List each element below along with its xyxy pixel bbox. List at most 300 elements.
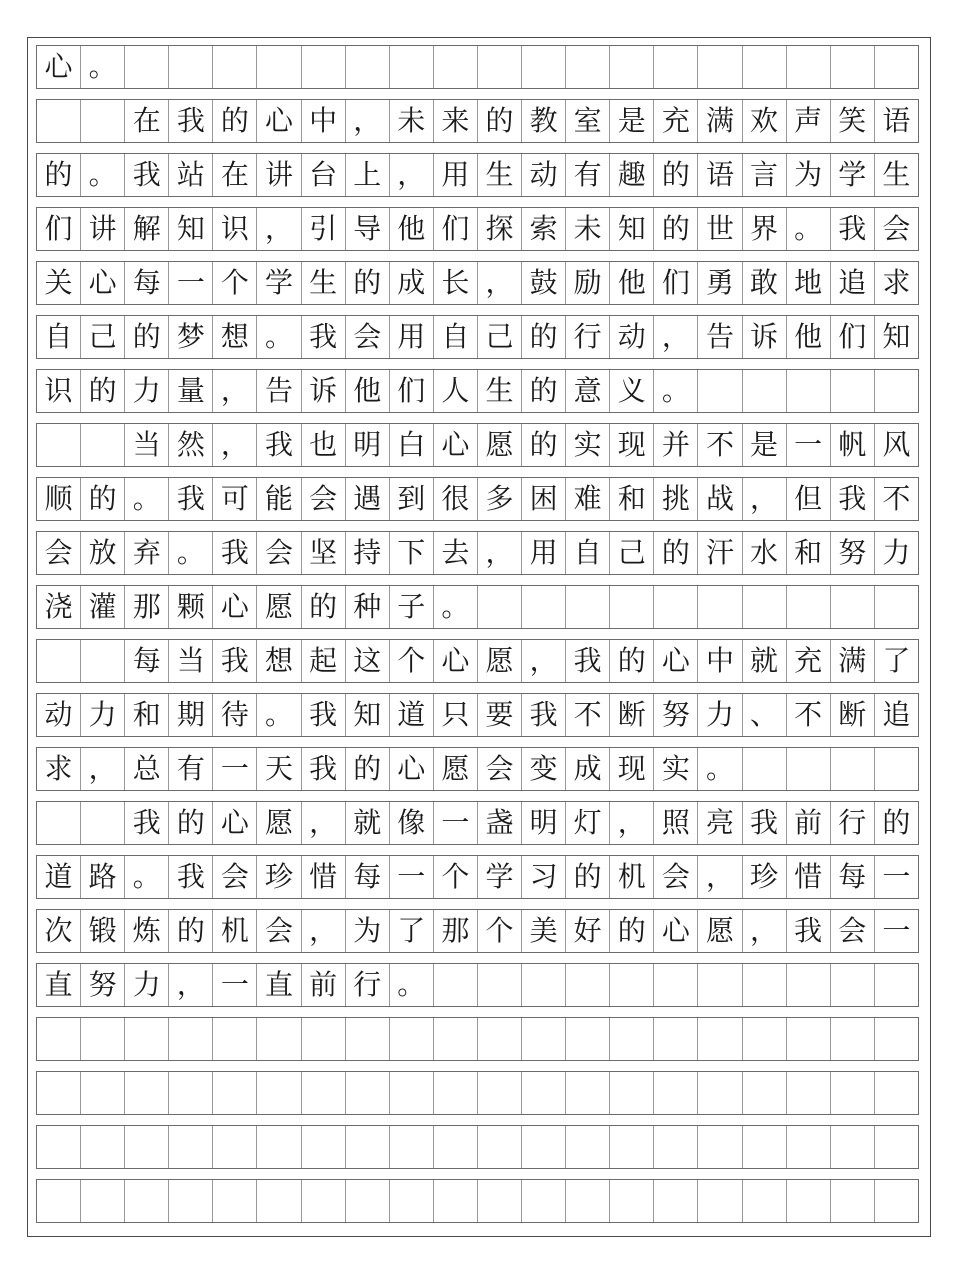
grid-cell: 语	[698, 154, 742, 196]
grid-row	[36, 369, 919, 413]
grid-cell	[831, 586, 875, 628]
grid-row	[36, 315, 919, 359]
grid-cell: 总	[125, 748, 169, 790]
grid-cell: 行	[831, 802, 875, 844]
grid-cell: 勇	[698, 262, 742, 304]
grid-cell: 励	[566, 262, 610, 304]
grid-cell: 实	[654, 748, 698, 790]
grid-cell: 子	[390, 586, 434, 628]
grid-cell	[37, 1072, 81, 1114]
grid-cell: 珍	[257, 856, 301, 898]
grid-cell: 探	[478, 208, 522, 250]
grid-cell	[610, 1072, 654, 1114]
grid-cell: 帆	[831, 424, 875, 466]
grid-cell	[169, 1180, 213, 1222]
grid-cell: 学	[478, 856, 522, 898]
grid-cell: 个	[213, 262, 257, 304]
grid-cell: 。	[81, 46, 125, 88]
grid-cell: 。	[434, 586, 478, 628]
grid-cell: 实	[566, 424, 610, 466]
grid-cell: 力	[125, 370, 169, 412]
grid-cell: 一	[390, 856, 434, 898]
grid-cell: 当	[169, 640, 213, 682]
grid-cell: 求	[37, 748, 81, 790]
grid-cell	[169, 1018, 213, 1060]
grid-cell: 未	[390, 100, 434, 142]
grid-cell	[81, 1018, 125, 1060]
grid-cell: 就	[346, 802, 390, 844]
grid-cell: 一	[434, 802, 478, 844]
grid-cell	[125, 1180, 169, 1222]
grid-cell: ，	[698, 856, 742, 898]
grid-cell	[522, 1018, 566, 1060]
grid-cell	[610, 964, 654, 1006]
grid-cell: 诉	[743, 316, 787, 358]
grid-cell: 追	[831, 262, 875, 304]
grid-cell	[169, 46, 213, 88]
grid-cell	[37, 1126, 81, 1168]
grid-cell: 。	[125, 478, 169, 520]
grid-cell: 愿	[257, 586, 301, 628]
grid-cell: 能	[257, 478, 301, 520]
grid-cell: ，	[213, 424, 257, 466]
grid-cell	[831, 748, 875, 790]
grid-cell: 的	[654, 154, 698, 196]
grid-row	[36, 693, 919, 737]
grid-row	[36, 855, 919, 899]
grid-cell: 当	[125, 424, 169, 466]
grid-cell: 和	[125, 694, 169, 736]
grid-cell: 心	[654, 640, 698, 682]
grid-cell: 识	[37, 370, 81, 412]
grid-cell: 期	[169, 694, 213, 736]
grid-cell: 生	[478, 154, 522, 196]
grid-cell: ，	[478, 262, 522, 304]
grid-cell: 我	[522, 694, 566, 736]
grid-row	[36, 1071, 919, 1115]
grid-cell	[302, 46, 346, 88]
grid-row	[36, 45, 919, 89]
grid-cell	[610, 1018, 654, 1060]
grid-cell: 顺	[37, 478, 81, 520]
grid-cell	[346, 1072, 390, 1114]
grid-cell: 的	[522, 424, 566, 466]
grid-cell: 汗	[698, 532, 742, 574]
grid-cell: 知	[875, 316, 919, 358]
grid-cell	[787, 370, 831, 412]
grid-cell: 到	[390, 478, 434, 520]
grid-cell: 语	[875, 100, 919, 142]
grid-cell: 炼	[125, 910, 169, 952]
grid-cell	[610, 46, 654, 88]
grid-cell: 下	[390, 532, 434, 574]
grid-cell	[875, 1180, 919, 1222]
grid-cell: 力	[125, 964, 169, 1006]
grid-cell: 生	[875, 154, 919, 196]
grid-cell: 个	[390, 640, 434, 682]
grid-cell: 的	[81, 478, 125, 520]
grid-cell: 心	[654, 910, 698, 952]
grid-cell: 会	[478, 748, 522, 790]
grid-cell: 未	[566, 208, 610, 250]
grid-cell: 他	[610, 262, 654, 304]
grid-cell: 好	[566, 910, 610, 952]
grid-cell: 教	[522, 100, 566, 142]
grid-cell: 导	[346, 208, 390, 250]
grid-cell: 求	[875, 262, 919, 304]
grid-cell: 充	[654, 100, 698, 142]
grid-cell: 满	[831, 640, 875, 682]
grid-cell	[37, 100, 81, 142]
grid-cell: 会	[213, 856, 257, 898]
grid-cell	[125, 46, 169, 88]
grid-cell: 水	[743, 532, 787, 574]
grid-cell	[522, 46, 566, 88]
grid-cell: 只	[434, 694, 478, 736]
grid-cell	[875, 370, 919, 412]
grid-cell	[81, 1072, 125, 1114]
grid-cell: 愿	[478, 424, 522, 466]
grid-cell: 人	[434, 370, 478, 412]
grid-cell	[743, 1072, 787, 1114]
grid-cell	[478, 964, 522, 1006]
grid-cell: 习	[522, 856, 566, 898]
grid-cell	[787, 586, 831, 628]
grid-cell: 笑	[831, 100, 875, 142]
grid-cell: 个	[478, 910, 522, 952]
grid-cell: 知	[346, 694, 390, 736]
grid-cell: 中	[698, 640, 742, 682]
grid-cell	[302, 1018, 346, 1060]
grid-row	[36, 531, 919, 575]
grid-cell: 心	[257, 100, 301, 142]
grid-cell: ，	[346, 100, 390, 142]
grid-cell	[831, 370, 875, 412]
grid-cell	[875, 964, 919, 1006]
grid-cell	[654, 586, 698, 628]
grid-cell: 中	[302, 100, 346, 142]
grid-cell: 但	[787, 478, 831, 520]
grid-cell: 敢	[743, 262, 787, 304]
grid-cell: 努	[81, 964, 125, 1006]
grid-cell: 会	[831, 910, 875, 952]
grid-cell: 我	[566, 640, 610, 682]
grid-cell	[654, 1126, 698, 1168]
grid-cell: 愿	[698, 910, 742, 952]
grid-cell: 我	[743, 802, 787, 844]
grid-cell: 引	[302, 208, 346, 250]
grid-cell: 坚	[302, 532, 346, 574]
grid-cell	[743, 964, 787, 1006]
grid-cell: 灯	[566, 802, 610, 844]
grid-cell	[698, 1180, 742, 1222]
grid-cell	[81, 100, 125, 142]
grid-cell: 每	[831, 856, 875, 898]
grid-cell: 愿	[478, 640, 522, 682]
grid-cell: 室	[566, 100, 610, 142]
grid-cell: 的	[169, 910, 213, 952]
grid-cell: 我	[169, 856, 213, 898]
grid-cell: ，	[302, 910, 346, 952]
grid-cell: 努	[654, 694, 698, 736]
grid-cell: 自	[566, 532, 610, 574]
grid-cell	[213, 46, 257, 88]
grid-cell: 行	[566, 316, 610, 358]
grid-cell: 种	[346, 586, 390, 628]
grid-cell: 动	[522, 154, 566, 196]
grid-cell: 直	[257, 964, 301, 1006]
grid-cell: 为	[346, 910, 390, 952]
grid-cell: 识	[213, 208, 257, 250]
grid-cell: 锻	[81, 910, 125, 952]
grid-cell: 量	[169, 370, 213, 412]
grid-cell: 。	[257, 694, 301, 736]
grid-cell: 来	[434, 100, 478, 142]
grid-cell: 告	[257, 370, 301, 412]
grid-cell: 世	[698, 208, 742, 250]
grid-cell: ，	[169, 964, 213, 1006]
grid-cell	[566, 1072, 610, 1114]
grid-cell: 用	[522, 532, 566, 574]
grid-cell: ，	[522, 640, 566, 682]
grid-cell	[434, 1018, 478, 1060]
grid-cell	[434, 1180, 478, 1222]
grid-cell	[743, 46, 787, 88]
grid-cell: 一	[169, 262, 213, 304]
grid-cell: 动	[610, 316, 654, 358]
grid-cell	[257, 46, 301, 88]
grid-cell: 浇	[37, 586, 81, 628]
grid-cell: 的	[654, 208, 698, 250]
grid-cell: 的	[610, 910, 654, 952]
grid-cell: 己	[478, 316, 522, 358]
grid-cell: 站	[169, 154, 213, 196]
grid-cell	[302, 1180, 346, 1222]
grid-cell	[831, 1126, 875, 1168]
grid-cell	[610, 586, 654, 628]
grid-cell: 有	[566, 154, 610, 196]
grid-cell: 我	[257, 424, 301, 466]
grid-cell	[698, 370, 742, 412]
grid-cell: 的	[346, 262, 390, 304]
grid-cell: 们	[390, 370, 434, 412]
grid-cell: 言	[743, 154, 787, 196]
grid-cell: 自	[434, 316, 478, 358]
grid-cell	[478, 1180, 522, 1222]
grid-cell: 我	[302, 694, 346, 736]
grid-cell: 会	[257, 910, 301, 952]
grid-cell: 会	[37, 532, 81, 574]
grid-cell	[743, 748, 787, 790]
grid-cell: 的	[875, 802, 919, 844]
grid-cell: 心	[434, 424, 478, 466]
grid-cell	[37, 802, 81, 844]
grid-cell: 心	[390, 748, 434, 790]
grid-cell: ，	[257, 208, 301, 250]
grid-cell: 的	[213, 100, 257, 142]
grid-cell: 放	[81, 532, 125, 574]
grid-cell: 的	[302, 586, 346, 628]
grid-cell: 惜	[302, 856, 346, 898]
grid-cell: ，	[743, 910, 787, 952]
grid-cell	[390, 1018, 434, 1060]
grid-cell: 不	[566, 694, 610, 736]
grid-cell: 弃	[125, 532, 169, 574]
grid-cell	[81, 1180, 125, 1222]
grid-cell: 的	[346, 748, 390, 790]
grid-cell: 为	[787, 154, 831, 196]
grid-cell	[390, 1126, 434, 1168]
grid-cell	[257, 1072, 301, 1114]
grid-cell: 欢	[743, 100, 787, 142]
grid-cell	[654, 1072, 698, 1114]
grid-cell	[37, 640, 81, 682]
grid-row	[36, 153, 919, 197]
grid-cell: 风	[875, 424, 919, 466]
grid-cell	[831, 46, 875, 88]
grid-cell: 现	[610, 424, 654, 466]
grid-cell: 遇	[346, 478, 390, 520]
grid-cell: 我	[213, 640, 257, 682]
grid-cell	[831, 1072, 875, 1114]
grid-cell	[434, 46, 478, 88]
grid-cell: 变	[522, 748, 566, 790]
grid-cell: 了	[875, 640, 919, 682]
grid-cell: 用	[390, 316, 434, 358]
grid-cell: 一	[787, 424, 831, 466]
grid-row	[36, 477, 919, 521]
grid-cell: 学	[257, 262, 301, 304]
grid-cell: 追	[875, 694, 919, 736]
grid-cell: 。	[257, 316, 301, 358]
grid-cell: 一	[875, 910, 919, 952]
grid-cell: 会	[654, 856, 698, 898]
grid-cell: 会	[875, 208, 919, 250]
grid-cell	[346, 1126, 390, 1168]
grid-cell: 直	[37, 964, 81, 1006]
grid-cell: 他	[346, 370, 390, 412]
grid-cell: ，	[81, 748, 125, 790]
grid-cell: 路	[81, 856, 125, 898]
grid-cell: 趣	[610, 154, 654, 196]
grid-cell	[81, 424, 125, 466]
grid-cell: 和	[610, 478, 654, 520]
grid-cell: 每	[346, 856, 390, 898]
grid-cell: 。	[698, 748, 742, 790]
grid-cell	[37, 1180, 81, 1222]
grid-cell	[302, 1072, 346, 1114]
grid-cell: 己	[81, 316, 125, 358]
grid-cell: 机	[213, 910, 257, 952]
grid-cell	[478, 1072, 522, 1114]
grid-cell: 告	[698, 316, 742, 358]
grid-cell: 的	[125, 316, 169, 358]
grid-cell	[875, 46, 919, 88]
grid-cell: 不	[698, 424, 742, 466]
grid-cell: 学	[831, 154, 875, 196]
grid-cell	[346, 46, 390, 88]
grid-cell: 义	[610, 370, 654, 412]
grid-cell	[81, 802, 125, 844]
grid-cell	[522, 964, 566, 1006]
grid-cell: 心	[213, 802, 257, 844]
grid-cell: 就	[743, 640, 787, 682]
grid-cell: 明	[522, 802, 566, 844]
grid-cell: 我	[302, 316, 346, 358]
grid-cell: 会	[257, 532, 301, 574]
grid-cell: 的	[610, 640, 654, 682]
grid-cell: 前	[302, 964, 346, 1006]
grid-cell: 他	[787, 316, 831, 358]
grid-cell: 的	[654, 532, 698, 574]
grid-cell: 那	[434, 910, 478, 952]
grid-cell	[169, 1126, 213, 1168]
grid-cell: 道	[37, 856, 81, 898]
grid-cell: 。	[390, 964, 434, 1006]
grid-cell	[522, 1180, 566, 1222]
grid-cell: 去	[434, 532, 478, 574]
grid-cell	[787, 1180, 831, 1222]
grid-cell: 己	[610, 532, 654, 574]
grid-cell: 地	[787, 262, 831, 304]
grid-cell: 诉	[302, 370, 346, 412]
grid-cell: 们	[654, 262, 698, 304]
grid-cell: 行	[346, 964, 390, 1006]
grid-cell	[743, 370, 787, 412]
grid-cell: 想	[257, 640, 301, 682]
grid-cell	[787, 964, 831, 1006]
grid-cell: 用	[434, 154, 478, 196]
grid-cell: 。	[81, 154, 125, 196]
grid-cell	[831, 964, 875, 1006]
grid-cell: 这	[346, 640, 390, 682]
grid-cell: 起	[302, 640, 346, 682]
grid-cell: 战	[698, 478, 742, 520]
grid-cell: 可	[213, 478, 257, 520]
grid-cell: 有	[169, 748, 213, 790]
grid-cell	[81, 1126, 125, 1168]
grid-cell	[875, 1072, 919, 1114]
grid-cell: 他	[390, 208, 434, 250]
grid-cell: 白	[390, 424, 434, 466]
grid-cell	[787, 1126, 831, 1168]
grid-cell: 们	[434, 208, 478, 250]
grid-cell: 。	[654, 370, 698, 412]
grid-cell: 难	[566, 478, 610, 520]
grid-cell: 断	[831, 694, 875, 736]
grid-row	[36, 99, 919, 143]
grid-cell	[522, 586, 566, 628]
grid-cell	[213, 1072, 257, 1114]
grid-row	[36, 801, 919, 845]
grid-cell: 。	[787, 208, 831, 250]
grid-cell: 在	[213, 154, 257, 196]
grid-cell: 的	[522, 370, 566, 412]
grid-cell: 是	[743, 424, 787, 466]
grid-cell: 、	[743, 694, 787, 736]
grid-cell	[831, 1018, 875, 1060]
grid-cell: 成	[566, 748, 610, 790]
grid-cell: 生	[302, 262, 346, 304]
grid-cell: 个	[434, 856, 478, 898]
grid-cell: 次	[37, 910, 81, 952]
grid-cell: 力	[875, 532, 919, 574]
grid-cell: 持	[346, 532, 390, 574]
grid-cell	[302, 1126, 346, 1168]
grid-cell	[566, 586, 610, 628]
grid-cell: 我	[125, 154, 169, 196]
grid-row	[36, 1179, 919, 1223]
